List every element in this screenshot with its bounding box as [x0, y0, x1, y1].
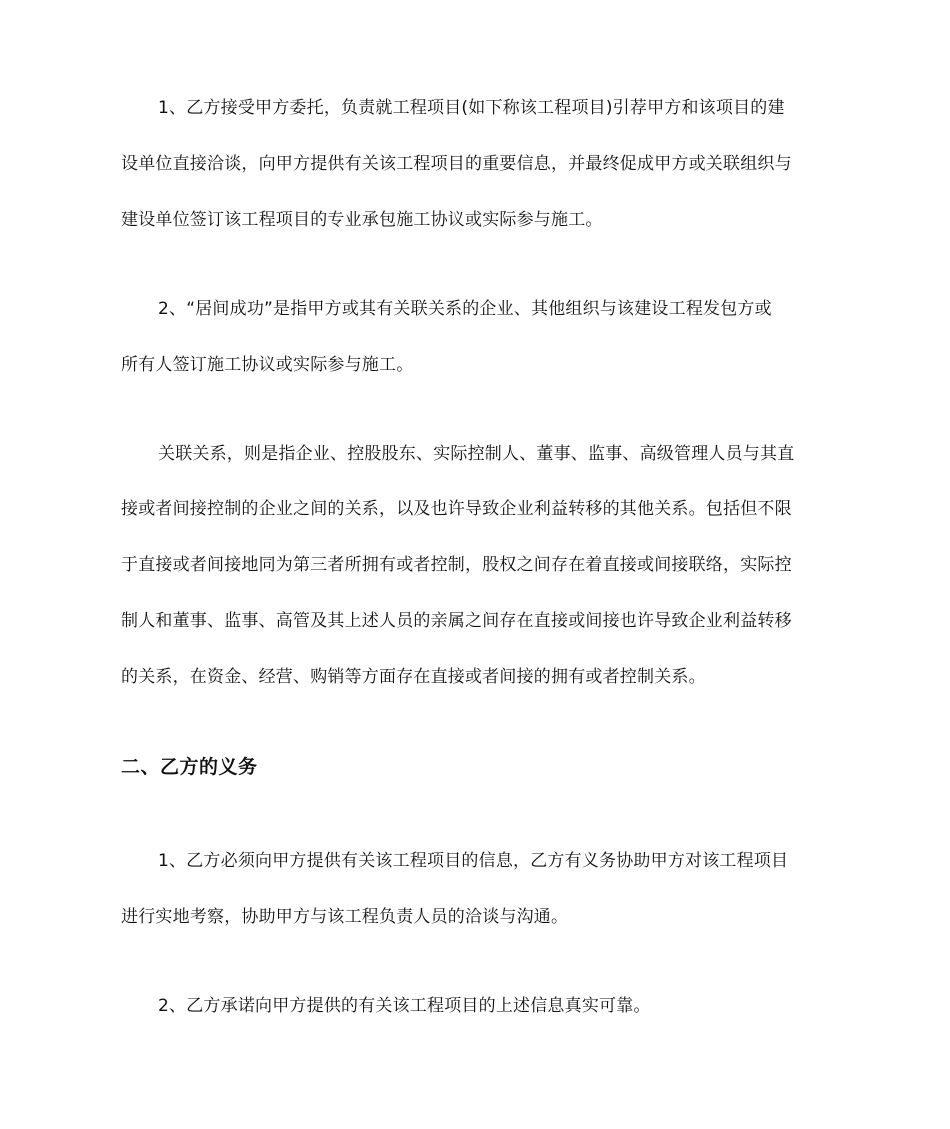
paragraph-line: 接或者间接控制的企业之间的关系，以及也许导致企业利益转移的其他关系。包括但不限	[121, 499, 792, 519]
paragraph-line: 1、乙方接受甲方委托，负责就工程项目(如下称该工程项目)引荐甲方和该项目的建	[158, 98, 785, 118]
paragraph-line: 设单位直接洽谈，向甲方提供有关该工程项目的重要信息，并最终促成甲方或关联组织与	[121, 154, 792, 174]
paragraph-line: 进行实地考察，协助甲方与该工程负责人员的洽谈与沟通。	[121, 907, 569, 927]
paragraph-line: 2、乙方承诺向甲方提供的有关该工程项目的上述信息真实可靠。	[158, 996, 651, 1016]
paragraph-line: 于直接或者间接地同为第三者所拥有或者控制，股权之间存在着直接或间接联络，实际控	[121, 555, 792, 575]
paragraph-line: 建设单位签订该工程项目的专业承包施工协议或实际参与施工。	[121, 210, 603, 230]
paragraph-line: 制人和董事、监事、高管及其上述人员的亲属之间存在直接或间接也许导致企业利益转移	[121, 611, 792, 631]
paragraph-line: 2、“居间成功”是指甲方或其有关联关系的企业、其他组织与该建设工程发包方或	[158, 299, 772, 319]
paragraph-line: 所有人签订施工协议或实际参与施工。	[121, 355, 414, 375]
section-heading: 二、乙方的义务	[121, 756, 258, 778]
paragraph-line: 关联关系，则是指企业、控股股东、实际控制人、董事、监事、高级管理人员与其直	[158, 444, 795, 464]
paragraph-line: 的关系，在资金、经营、购销等方面存在直接或者间接的拥有或者控制关系。	[121, 667, 706, 687]
paragraph-line: 1、乙方必须向甲方提供有关该工程项目的信息，乙方有义务协助甲方对该工程项目	[158, 851, 789, 871]
